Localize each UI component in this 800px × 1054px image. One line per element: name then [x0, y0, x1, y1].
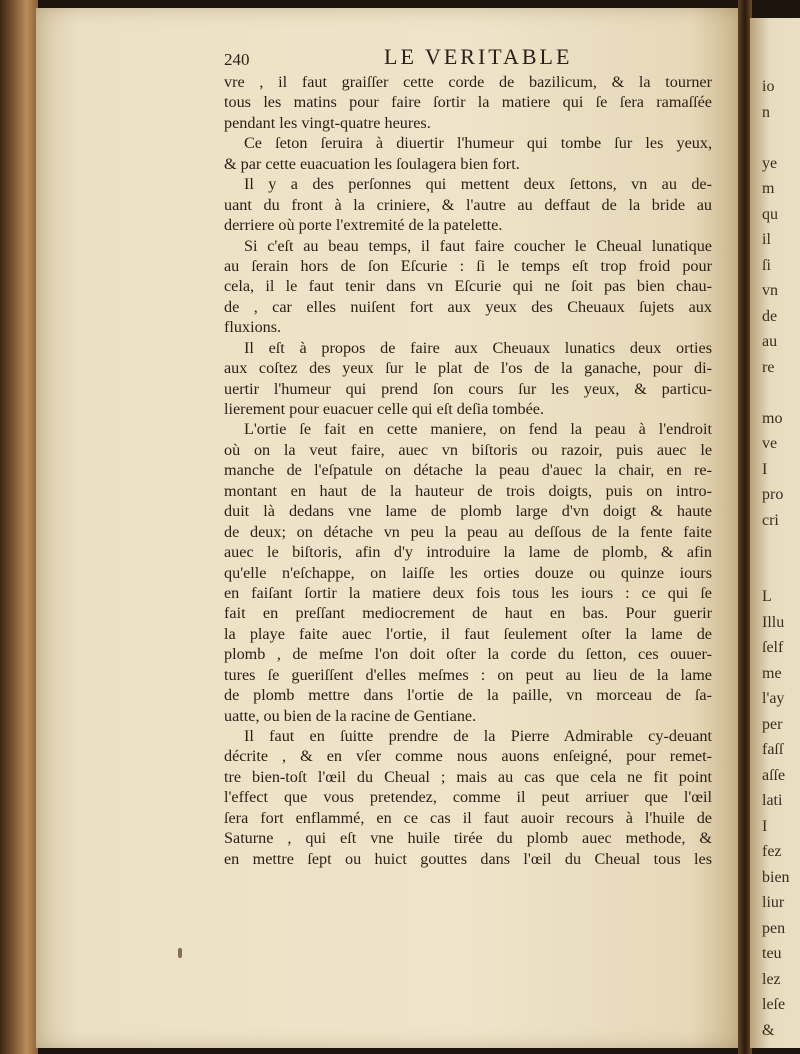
facing-page-fragment: l'ay — [762, 690, 785, 707]
ink-spot — [178, 948, 182, 958]
text-line: Il faut en ſuitte prendre de la Pierre Admirable cy-deuant — [244, 727, 712, 745]
facing-page-fragment: il — [762, 231, 771, 248]
text-line: manche de l'eſpatule on détache la peau d'auec la chair, en re- — [224, 461, 712, 480]
text-line: fait en preſſant mediocrement de haut en bas. Pour guerir — [224, 604, 712, 623]
facing-page-fragment: de — [762, 307, 778, 325]
facing-page-fragment: teu — [762, 945, 782, 962]
text-line: Si c'eſt au beau temps, il faut faire coucher le Cheual lunatique — [244, 236, 712, 255]
facing-page-fragment: pro — [762, 486, 784, 503]
text-line: uant du front à la criniere, & l'autre au deffaut de la bride au — [224, 195, 712, 214]
facing-page-fragment: mo — [762, 409, 783, 427]
text-line: qu'elle n'eſchappe, on laiſſe les orties douze ou quinze iours — [224, 563, 712, 582]
facing-page-fragment: qu — [762, 205, 778, 223]
facing-page-fragment: io — [762, 78, 775, 95]
facing-page-fragment: leſe — [762, 996, 786, 1013]
facing-page-fragment: liur — [762, 894, 785, 911]
text-line: lierement pour euacuer celle qui eſt deſia tombée. — [224, 400, 545, 418]
page-header — [224, 44, 724, 72]
facing-page-fragment: L — [762, 588, 772, 605]
text-line: en mettre ſept ou huict gouttes dans l'œil du Cheual tous les — [224, 849, 712, 868]
text-line: uatte, ou bien de la racine de Gentiane. — [224, 706, 477, 725]
facing-page-fragment: n — [762, 103, 770, 121]
facing-page-fragment: bien — [762, 868, 790, 886]
facing-page-fragment: ve — [762, 435, 778, 452]
text-line: où on la veut faire, auec vn biſtoris ou razoir, puis auec le — [224, 440, 712, 459]
text-line: l'effect que vous pretendez, comme il peut arriuer que l'œil — [224, 788, 712, 807]
book-edge-left — [0, 0, 38, 1054]
text-line: ſera fort enflammé, en ce cas il faut auoir recours à l'huile de — [224, 808, 712, 827]
facing-page-fragment: fez — [762, 843, 782, 860]
text-line: tures ſe gueriſſent d'elles meſmes : on peut au lieu de la lame — [224, 665, 712, 684]
facing-page-fragment: lati — [762, 792, 783, 809]
text-line: décrite , & en vſer comme nous auons enſeigné, pour remet- — [224, 747, 712, 766]
facing-page-fragment: aſſe — [762, 766, 786, 784]
text-line: derriere où porte l'extremité de la patelette. — [224, 216, 503, 235]
text-line: tous les matins pour faire ſortir la matiere qui ſe ſera ramaſſée — [224, 93, 712, 112]
text-line: la playe faite auec l'ortie, il faut ſeulement oſter la lame de — [224, 624, 712, 643]
facing-page-fragment: Illu — [762, 613, 785, 631]
facing-page-fragment: au — [762, 333, 778, 350]
facing-page-fragment: vn — [762, 282, 778, 299]
facing-page-fragment: me — [762, 664, 782, 682]
page-body-text — [224, 72, 712, 869]
facing-page-fragment: ſi — [762, 256, 771, 274]
facing-page-fragment: per — [762, 715, 783, 733]
facing-page-fragment: re — [762, 358, 775, 376]
text-line: L'ortie ſe fait en cette maniere, on fend la peau à l'endroit — [244, 420, 712, 439]
text-line: de deux; on détache vn peu la peau au deſſous de la fente faite — [224, 522, 712, 541]
text-line: uertir l'humeur qui prend ſon cours ſur les yeux, & particu- — [224, 379, 712, 398]
facing-page-edge — [750, 18, 800, 1048]
text-line: montant en haut de la hauteur de trois doigts, puis on intro- — [224, 481, 712, 500]
text-line: vre , il faut graiſſer cette corde de bazilicum, & la tourner — [224, 73, 712, 91]
facing-page-fragment: lez — [762, 970, 781, 988]
facing-page-fragment: I — [762, 817, 768, 835]
running-title: LE VERITABLE — [384, 44, 573, 69]
text-line: tre bien-toſt l'œil du Cheual ; mais au cas que cela ne fit point — [224, 767, 712, 786]
page-number: 240 — [224, 50, 250, 69]
text-line: en faiſant ſortir la matiere deux fois tous les iours : ce qui ſe — [224, 583, 712, 602]
text-line: auec le biſtoris, afin d'y introduire la lame de plomb, & afin — [224, 543, 712, 562]
text-line: cela, il le faut tenir dans vn Eſcurie qui ne ſoit pas bien chau- — [224, 277, 712, 296]
text-line: aux coſtez des yeux ſur le plat de l'os de la ganache, pour di- — [224, 359, 712, 378]
text-line: au ſerain hors de ſon Eſcurie : ſi le temps eſt trop froid pour — [224, 256, 712, 275]
facing-page-fragment: & — [762, 1021, 775, 1039]
text-line: Saturne , qui eſt vne huile tirée du plomb auec methode, & — [224, 829, 712, 848]
text-line: duit là dedans vne lame de plomb large d'vn doigt & haute — [224, 502, 712, 521]
text-line: de plomb mettre dans l'ortie de la paille, vn morceau de ſa- — [224, 686, 712, 705]
text-line: Il y a des perſonnes qui mettent deux ſettons, vn au de- — [244, 175, 712, 194]
text-line: plomb , de meſme l'on doit oſter la corde du ſetton, ces ouuer- — [224, 645, 712, 664]
facing-page-fragment: ſelf — [762, 639, 784, 656]
text-line: pendant les vingt-quatre heures. — [224, 113, 431, 132]
text-line: & par cette euacuation les ſoulagera bien fort. — [224, 154, 520, 173]
facing-page-fragment: pen — [762, 919, 786, 937]
facing-page-fragment: cri — [762, 511, 779, 529]
facing-page-fragment: m — [762, 180, 775, 197]
text-line: Ce ſeton ſeruira à diuertir l'humeur qui tombe ſur les yeux, — [244, 134, 712, 153]
text-line: Il eſt à propos de faire aux Cheuaux lunatics deux orties — [244, 338, 712, 357]
text-line: fluxions. — [224, 318, 282, 337]
facing-page-fragment: I — [762, 460, 768, 478]
text-line: de , car elles nuiſent fort aux yeux des Cheuaux ſujets aux — [224, 297, 712, 316]
facing-page-fragment: ye — [762, 154, 778, 172]
facing-page-fragment: faſſ — [762, 741, 784, 758]
